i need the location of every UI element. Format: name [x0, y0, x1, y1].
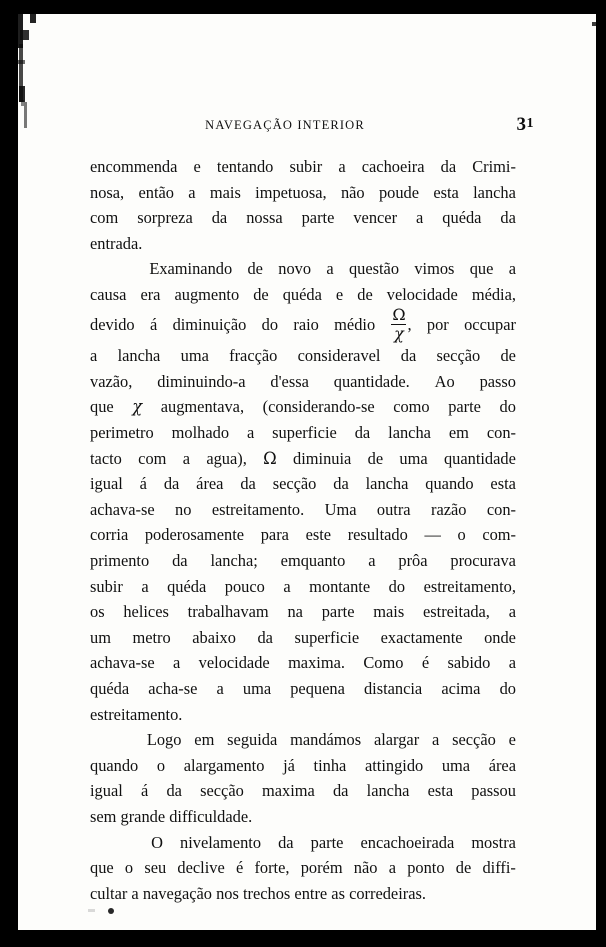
text-line: que o seu declive é forte, porém não a ponto de diffi-	[90, 858, 516, 878]
text-line: achava-se a velocidade maxima. Como é sabido a	[90, 653, 516, 673]
paper-sheet	[18, 14, 596, 930]
text-line: tacto com a agua), Ω diminuia de uma quantidade	[90, 446, 516, 472]
paper-smudge	[88, 909, 95, 912]
text-line: subir a quéda pouco a montante do estreitamento,	[90, 576, 516, 596]
text-line: quando o alargamento já tinha attingido uma área	[90, 755, 516, 775]
body-text	[90, 154, 516, 906]
text-line: achava-se no estreitamento. Uma outra razão con-	[90, 499, 516, 519]
text-line: os helices trabalhavam na parte mais estreitada, a	[90, 602, 516, 622]
paragraph	[90, 154, 516, 256]
text-line: Logo em seguida mandámos alargar a secção e	[146, 730, 516, 750]
inline-fraction-omega-over-chi	[391, 307, 406, 342]
text-line: causa era augmento de quéda e de velocidade média,	[90, 284, 516, 304]
text-line: O nivelamento da parte encachoeirada mostra	[151, 832, 516, 852]
text-line: igual á da secção maxima da lancha esta passou	[90, 781, 516, 801]
text-line: perimetro molhado a superficie da lancha em con-	[90, 423, 516, 443]
text-line: um metro abaixo da superficie exactamente onde	[90, 627, 516, 647]
text-line: quéda acha-se a uma pequena distancia acima do	[90, 679, 516, 699]
text-line: vazão, diminuindo-a d'essa quantidade. Ao passo	[90, 371, 516, 391]
page-number: 31	[516, 114, 534, 135]
text-line: a lancha uma fracção consideravel da secção de	[90, 346, 516, 366]
text-line: encommenda e tentando subir a cachoeira da Crimi-	[90, 157, 516, 176]
symbol-omega: Ω	[263, 448, 277, 468]
text-line: cultar a navegação nos trechos entre as corredeiras.	[90, 883, 426, 903]
symbol-chi: χ	[132, 397, 143, 417]
text-line: nosa, então a mais impetuosa, não poude esta lancha	[90, 182, 516, 202]
text-line: sem grande difficuldade.	[90, 806, 253, 826]
running-head-title: NAVEGAÇÃO INTERIOR	[205, 118, 365, 132]
ink-speck	[108, 908, 114, 914]
text-line: que χ augmentava, (considerando-se como parte do	[90, 394, 516, 420]
text-line: estreitamento.	[90, 704, 183, 724]
text-line: devido á diminuição do raio médio $\frac{\Omega}{\chi}$ , por occupar	[90, 305, 516, 344]
text-line: entrada.	[90, 233, 143, 253]
text-line: corria poderosamente para este resultado — o com-	[90, 525, 516, 545]
paragraph	[90, 727, 516, 829]
text-line: igual á da área da secção da lancha quando esta	[90, 474, 516, 494]
running-head	[90, 114, 534, 140]
paragraph	[90, 256, 516, 727]
fraction-denominator-chi: χ	[394, 324, 404, 344]
text-line: com sorpreza da nossa parte vencer a quéda da	[90, 208, 516, 228]
fraction-numerator-omega: Ω	[392, 305, 406, 325]
text-line: primento da lancha; emquanto a prôa procurava	[90, 551, 516, 571]
text-line: Examinando de novo a questão vimos que a	[149, 259, 516, 279]
paragraph	[90, 830, 516, 907]
